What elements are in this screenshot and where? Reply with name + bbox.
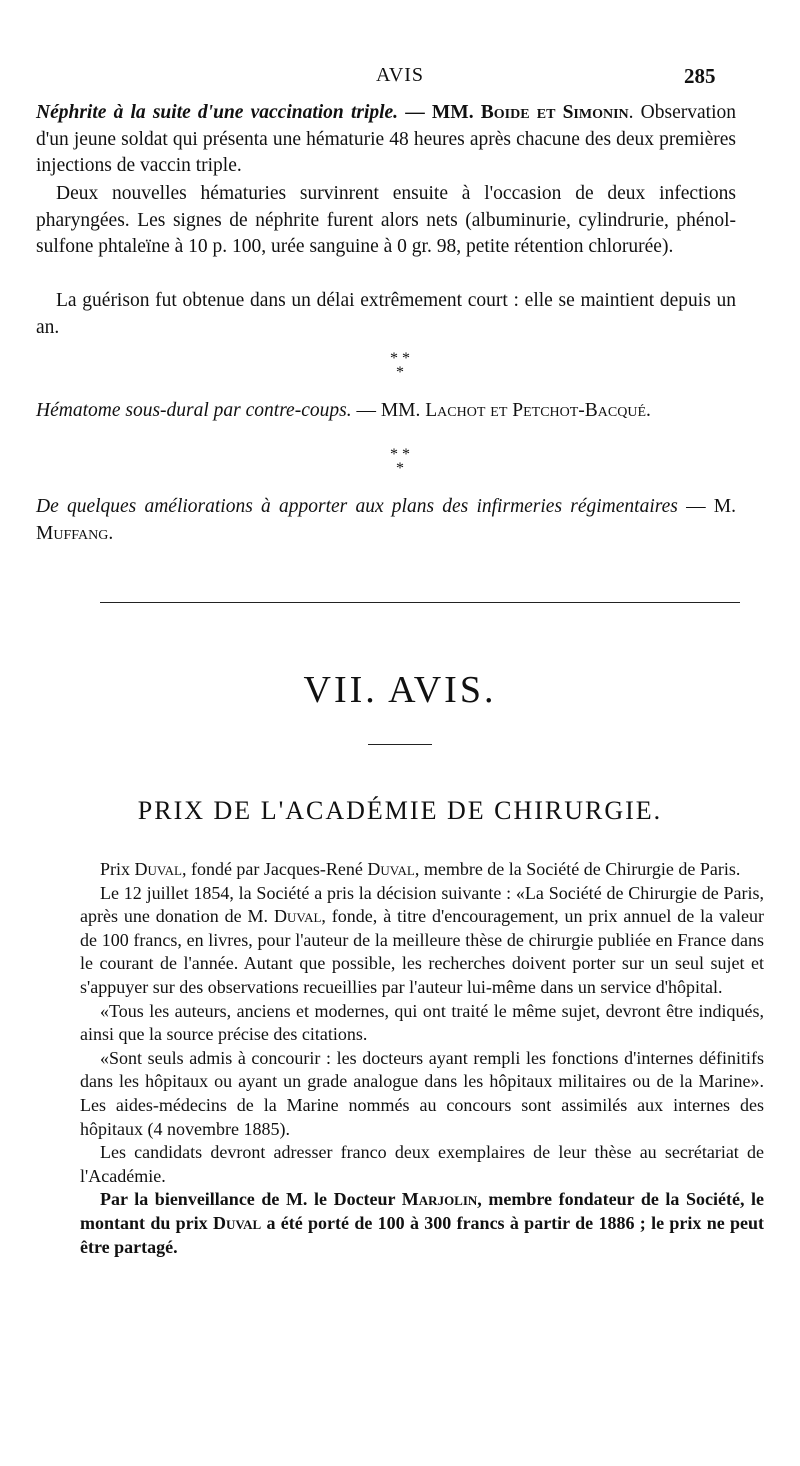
prize-paragraph: «Sont seuls admis à concourir : les docteurs ayant rempli les fonctions d'internes définitifs dans les hôpitaux ou ayant un grade analogue dans les hôpitaux militaires ou de la Marine». Les aides-médecins de la Marine nommés au concours sont assimilés aux internes des hôpitaux (4 novembre 1885). (80, 1047, 764, 1139)
prize-text (80, 858, 764, 1259)
prize-paragraph: Prix Duval, fondé par Jacques-René Duval, membre de la Société de Chirurgie de Paris. (100, 859, 741, 879)
prize-paragraph: «Tous les auteurs, anciens et modernes, qui ont traité le même sujet, devront être indiqués, ainsi que la source précise des citations. (80, 1000, 764, 1045)
separator-stars: * * * (390, 446, 410, 477)
short-rule (368, 744, 432, 745)
prize-paragraph: Les candidats devront adresser franco deux exemplaires de leur thèse au secrétariat de l'Académie. (80, 1142, 764, 1186)
prize-paragraph: Le 12 juillet 1854, la Société a pris la décision suivante : «La Société de Chirurgie de Paris, après une donation de M. Duval, fonde, à titre d'encouragement, un prix annuel de la valeur de 100 francs, en livres, pour l'auteur de la meilleure thèse de chirurgie publiée en France dans le courant de l'année. Autant que possible, les recherches doivent porter sur un seul sujet et s'appuyer sur des observations recueillies par l'auteur lui-même dans un service d'hôpital. (80, 882, 764, 997)
entry-authors: Muffang (36, 522, 109, 544)
prize-heading: PRIX DE L'ACADÉMIE DE CHIRURGIE. (137, 796, 663, 825)
page-number: 285 (684, 64, 716, 88)
entry-infirmeries: De quelques améliorations à apporter aux plans des infirmeries régimentaires — M. Muffang. (36, 496, 736, 544)
entry-text: . Observation d'un jeune soldat qui présenta une hématurie 48 heures après chacune des deux premières injections de vaccin triple. (36, 102, 736, 176)
prize-paragraph: Par la bienveillance de M. le Docteur Marjolin, membre fondateur de la Société, le montant du prix Duval a été porté de 100 à 300 francs à partir de 1886 ; le prix ne peut être partagé. (80, 1189, 765, 1257)
entry-authors: Lachot et Petchot-Bacqué (425, 400, 647, 421)
entry-authors: Boide et Simonin (480, 102, 629, 123)
entry-paragraph: La guérison fut obtenue dans un délai extrêmement court : elle se maintient depuis un an. (36, 290, 736, 338)
chapter-title: VII. AVIS. (303, 669, 497, 711)
section-rule (100, 602, 740, 603)
entry-title: Néphrite à la suite d'une vaccination triple. (36, 102, 399, 123)
running-title: AVIS (375, 64, 425, 86)
entry-paragraph: Deux nouvelles hématuries survinrent ensuite à l'occasion de deux infections pharyngées. Les signes de néphrite furent alors nets (albuminurie, cylindrurie, phénol-sulfone phtaleïne à 10 p. 100, urée sanguine à 0 gr. 98, petite rétention chlorurée). (36, 183, 736, 257)
entry-title: Hématome sous-dural par contre-coups. (36, 400, 352, 421)
entry-title: De quelques améliorations à apporter aux plans des infirmeries régimentaires (36, 496, 678, 517)
entry-hematome: Hématome sous-dural par contre-coups. — MM. Lachot et Petchot-Bacqué. (36, 400, 651, 421)
separator-stars: * * * (390, 350, 410, 381)
entry-nephrite: Néphrite à la suite d'une vaccination triple. — MM. Boide et Simonin. Observation d'un jeune soldat qui présenta une hématurie 48 heures après chacune des deux premières injections de vaccin triple. (36, 102, 736, 176)
